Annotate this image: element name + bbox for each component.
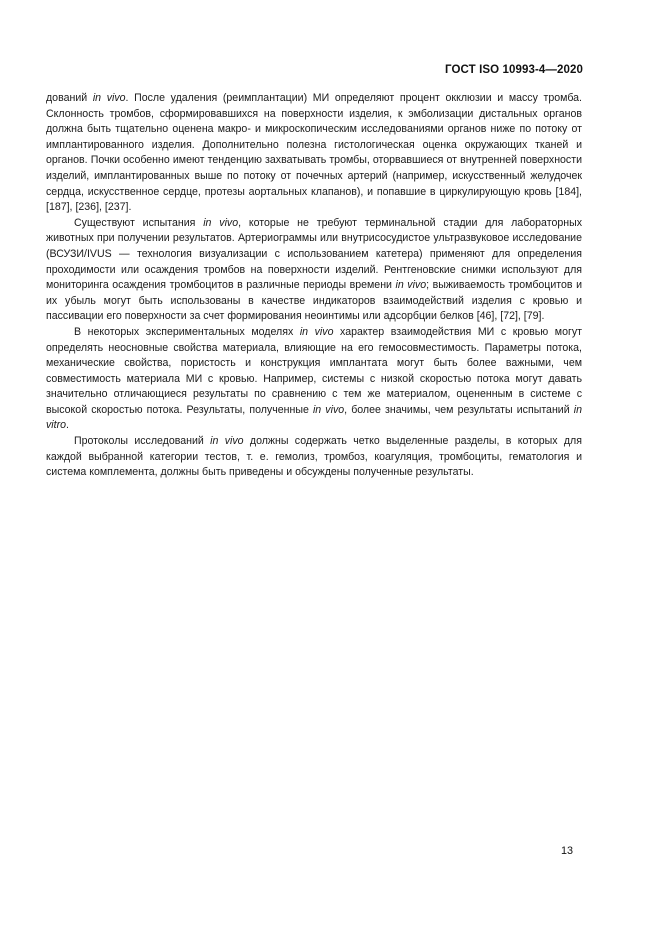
text-run: .: [66, 419, 69, 432]
text-run: должны содержать четко выделенные разделы, в которых для каждой выбранной категории тестов, т. е. гемолиз, тромбоз, коагуляция, тромбоциты, гематология и система комплемента, должны быть приведены и обсуждены полученные результаты.: [46, 435, 582, 479]
body-text: [46, 91, 582, 481]
italic-term: in vivo: [92, 92, 126, 104]
italic-term: in vivo: [299, 325, 334, 338]
italic-term: in vivo: [203, 216, 239, 229]
italic-term: in vitro: [46, 403, 582, 432]
text-run: дований: [46, 92, 93, 104]
document-standard-id: ГОСТ ISO 10993-4—2020: [445, 64, 583, 76]
text-run: характер взаимодействия МИ с кровью могут определять неосновные свойства материала, влияющие на его гемосовместимость. Параметры потока, механические свойства, пористость и конструкция имплантата могут быть более важными, чем совместимость материала МИ с кровью. Например, системы с низкой скоростью потока могут давать значительно отличающиеся результаты по сравнению с тем же материалом, оцененным в системе с высокой скоростью потока. Результаты, полученные: [46, 325, 582, 416]
paragraph: [46, 216, 582, 325]
italic-term: in vivo: [312, 403, 345, 416]
page-number: 13: [560, 845, 573, 857]
text-run: , более значимы, чем результаты испытаний: [344, 403, 574, 416]
text-run: . После удаления (реимплантации) МИ определяют процент окклюзии и массу тромба. Склонность тромбов, сформировавшихся на поверхности изделия, к эмболизации дистальных органов должна быть тщательно оценена макро- и микроскопическим исследованиями органов ниже по потоку от имплантированного изделия. Дополнительно полезна гистологическая оценка окружающих тканей и органов. Почки особенно имеют тенденцию захватывать тромбы, оторвавшиеся от внутренней поверхности изделий, имплантированных выше по потоку от почечных артерий (например, искусственный желудочек сердца, искусственное сердце, протезы аортальных клапанов), и попавшие в циркулирующую кровь [184], [187], [236], [237].: [46, 92, 583, 214]
paragraph: [46, 325, 582, 434]
text-run: , которые не требуют терминальной стадии для лабораторных животных при получении результатов. Артериограммы или внутрисосудистое ультразвуковое исследование (ВСУЗИ/IVUS — технология визуализации с использованием катетера) применяют для определения проходимости или осаждения тромбов на поверхности изделий. Рентгеновские снимки используют для мониторинга осаждения тромбоцитов в различные периоды времени: [46, 216, 582, 292]
text-run: Протоколы исследований: [74, 435, 211, 448]
italic-term: in vivo: [210, 435, 244, 448]
paragraph: [46, 434, 582, 481]
text-run: Существуют испытания: [74, 216, 204, 229]
text-run: ; выживаемость тромбоцитов и их убыль могут быть использованы в качестве индикаторов взаимодействий изделия с кровью и пассивации его поверхности за счет формирования неоинтимы или адсорбции белков [46], [72], [79].: [46, 279, 582, 323]
italic-term: in vivo: [395, 279, 427, 292]
paragraph: [46, 91, 582, 216]
text-run: В некоторых экспериментальных моделях: [74, 325, 300, 338]
